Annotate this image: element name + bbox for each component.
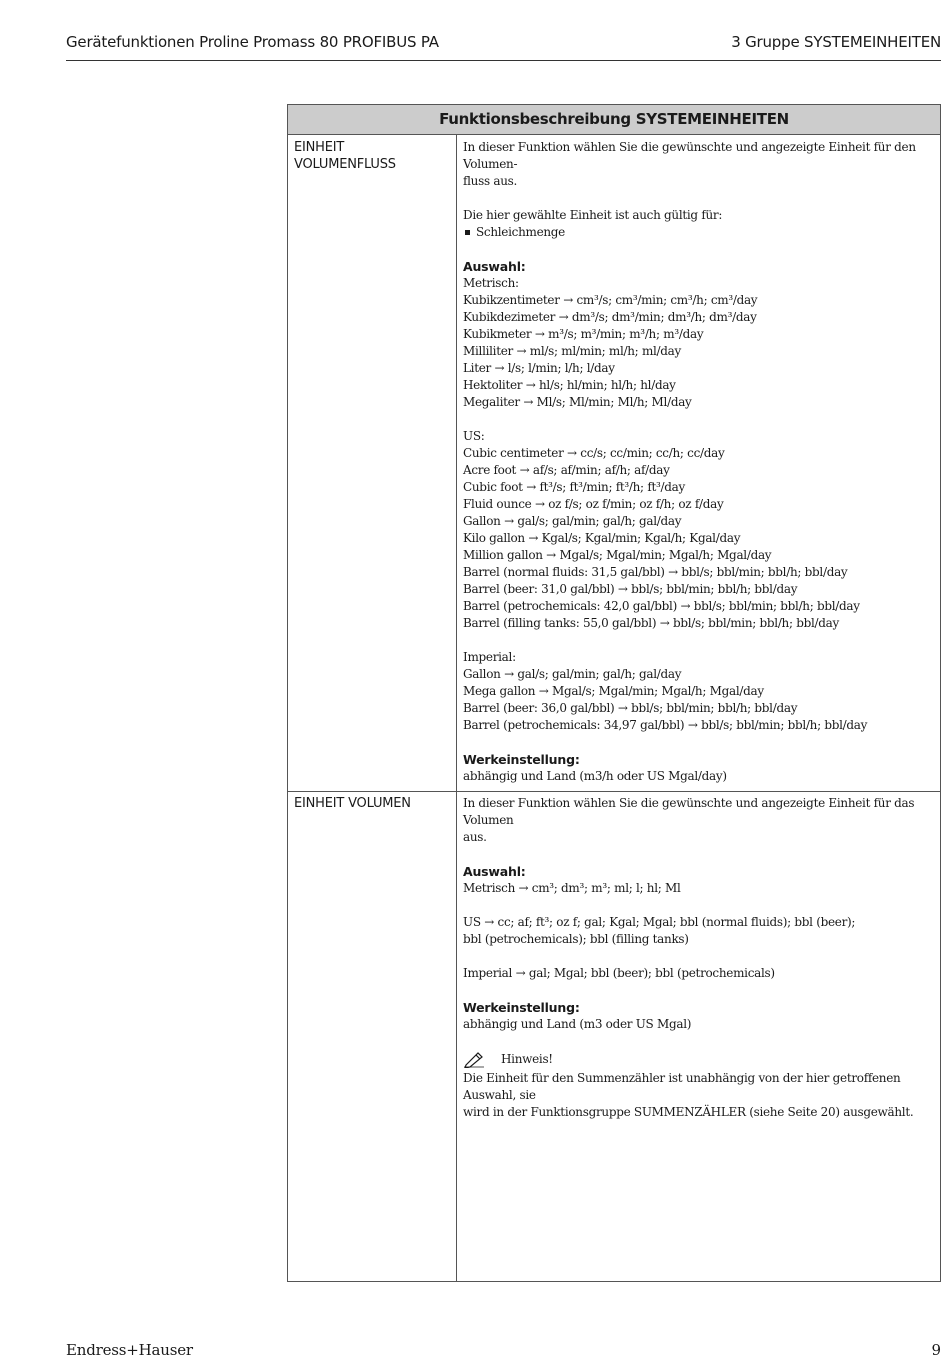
function-name-line: VOLUMENFLUSS <box>294 157 396 172</box>
metric-unit-line: Kubikdezimeter → dm³/s; dm³/min; dm³/h; dm³/day <box>463 310 757 324</box>
us-unit-line: Fluid ounce → oz f/s; oz f/min; oz f/h; oz f/day <box>463 497 724 511</box>
imperial-unit-line: Barrel (beer: 36,0 gal/bbl) → bbl/s; bbl/min; bbl/h; bbl/day <box>463 701 798 715</box>
metric-unit-line: Kubikzentimeter → cm³/s; cm³/min; cm³/h; cm³/day <box>463 293 758 307</box>
us-unit-line: Barrel (beer: 31,0 gal/bbl) → bbl/s; bbl/min; bbl/h; bbl/day <box>463 582 798 596</box>
us-unit-line: Cubic foot → ft³/s; ft³/min; ft³/h; ft³/day <box>463 480 685 494</box>
us-unit-list <box>463 445 937 632</box>
imperial-label: Imperial: <box>463 650 516 664</box>
metric-unit-line: Hektoliter → hl/s; hl/min; hl/h; hl/day <box>463 378 676 392</box>
metric-unit-line: Kubikmeter → m³/s; m³/min; m³/h; m³/day <box>463 327 704 341</box>
imperial-unit-line: Barrel (petrochemicals: 34,97 gal/bbl) → bbl/s; bbl/min; bbl/h; bbl/day <box>463 718 868 732</box>
imperial-unit-list <box>463 666 937 734</box>
intro-text: In dieser Funktion wählen Sie die gewünschte und angezeigte Einheit für den Volumen- <box>463 140 916 171</box>
row-divider <box>288 791 940 792</box>
footer-page-number: 9 <box>931 1341 941 1359</box>
us-label: US: <box>463 429 485 443</box>
selection-label: Auswahl: <box>463 864 526 879</box>
intro-text: fluss aus. <box>463 174 517 188</box>
imperial-unit-line: Gallon → gal/s; gal/min; gal/h; gal/day <box>463 667 682 681</box>
function-name-line: EINHEIT <box>294 140 345 155</box>
bullet-icon <box>465 230 470 235</box>
footer-brand: Endress+Hauser <box>66 1341 193 1359</box>
table-title: Funktionsbeschreibung SYSTEMEINHEITEN <box>288 105 940 135</box>
metric-unit-list <box>463 292 937 411</box>
header-document-title: Gerätefunktionen Proline Promass 80 PROFIBUS PA <box>66 33 439 51</box>
us-unit-line: US → cc; af; ft³; oz f; gal; Kgal; Mgal; bbl (normal fluids); bbl (beer); <box>463 915 856 929</box>
note-label: Hinweis! <box>501 1051 553 1066</box>
function-name-einheit-volumenfluss <box>294 139 444 173</box>
factory-setting-value: abhängig und Land (m3 oder US Mgal) <box>463 1017 692 1031</box>
us-unit-line: bbl (petrochemicals); bbl (filling tanks) <box>463 932 689 946</box>
selection-label: Auswahl: <box>463 259 526 274</box>
pencil-note-icon <box>463 1050 485 1068</box>
valid-for-text: Die hier gewählte Einheit ist auch gültig für: <box>463 208 723 222</box>
column-divider <box>456 135 457 1281</box>
us-unit-line: Gallon → gal/s; gal/min; gal/h; gal/day <box>463 514 682 528</box>
factory-setting-label: Werkeinstellung: <box>463 1000 580 1015</box>
us-unit-line: Barrel (petrochemicals: 42,0 gal/bbl) → bbl/s; bbl/min; bbl/h; bbl/day <box>463 599 860 613</box>
metric-label: Metrisch: <box>463 276 519 290</box>
factory-setting-value: abhängig und Land (m3/h oder US Mgal/day) <box>463 769 727 783</box>
header-rule <box>66 60 941 61</box>
intro-text: aus. <box>463 830 487 844</box>
us-unit-line: Barrel (filling tanks: 55,0 gal/bbl) → bbl/s; bbl/min; bbl/h; bbl/day <box>463 616 840 630</box>
intro-text: In dieser Funktion wählen Sie die gewünschte und angezeigte Einheit für das Volumen <box>463 796 915 827</box>
function-name-einheit-volumen: EINHEIT VOLUMEN <box>294 796 411 811</box>
note-header <box>463 1048 937 1070</box>
metric-unit-line: Metrisch → cm³; dm³; m³; ml; l; hl; Ml <box>463 881 681 895</box>
metric-unit-line: Liter → l/s; l/min; l/h; l/day <box>463 361 615 375</box>
imperial-unit-line: Mega gallon → Mgal/s; Mgal/min; Mgal/h; Mgal/day <box>463 684 764 698</box>
factory-setting-label: Werkeinstellung: <box>463 752 580 767</box>
us-unit-line: Acre foot → af/s; af/min; af/h; af/day <box>463 463 670 477</box>
note-text: Die Einheit für den Summenzähler ist unabhängig von der hier getroffenen Auswahl, sie <box>463 1071 901 1102</box>
us-unit-line: Million gallon → Mgal/s; Mgal/min; Mgal/h; Mgal/day <box>463 548 772 562</box>
metric-unit-line: Milliliter → ml/s; ml/min; ml/h; ml/day <box>463 344 682 358</box>
function-table <box>287 104 941 1282</box>
imperial-unit-line: Imperial → gal; Mgal; bbl (beer); bbl (petrochemicals) <box>463 966 775 980</box>
us-unit-line: Cubic centimeter → cc/s; cc/min; cc/h; cc/day <box>463 446 725 460</box>
header-section-title: 3 Gruppe SYSTEMEINHEITEN <box>731 33 941 51</box>
note-text: wird in der Funktionsgruppe SUMMENZÄHLER (siehe Seite 20) ausgewählt. <box>463 1105 914 1119</box>
valid-for-item: Schleichmenge <box>463 224 937 241</box>
metric-unit-line: Megaliter → Ml/s; Ml/min; Ml/h; Ml/day <box>463 395 692 409</box>
description-einheit-volumenfluss <box>463 139 937 785</box>
description-einheit-volumen <box>463 795 937 1121</box>
us-unit-line: Barrel (normal fluids: 31,5 gal/bbl) → bbl/s; bbl/min; bbl/h; bbl/day <box>463 565 848 579</box>
us-unit-line: Kilo gallon → Kgal/s; Kgal/min; Kgal/h; Kgal/day <box>463 531 741 545</box>
